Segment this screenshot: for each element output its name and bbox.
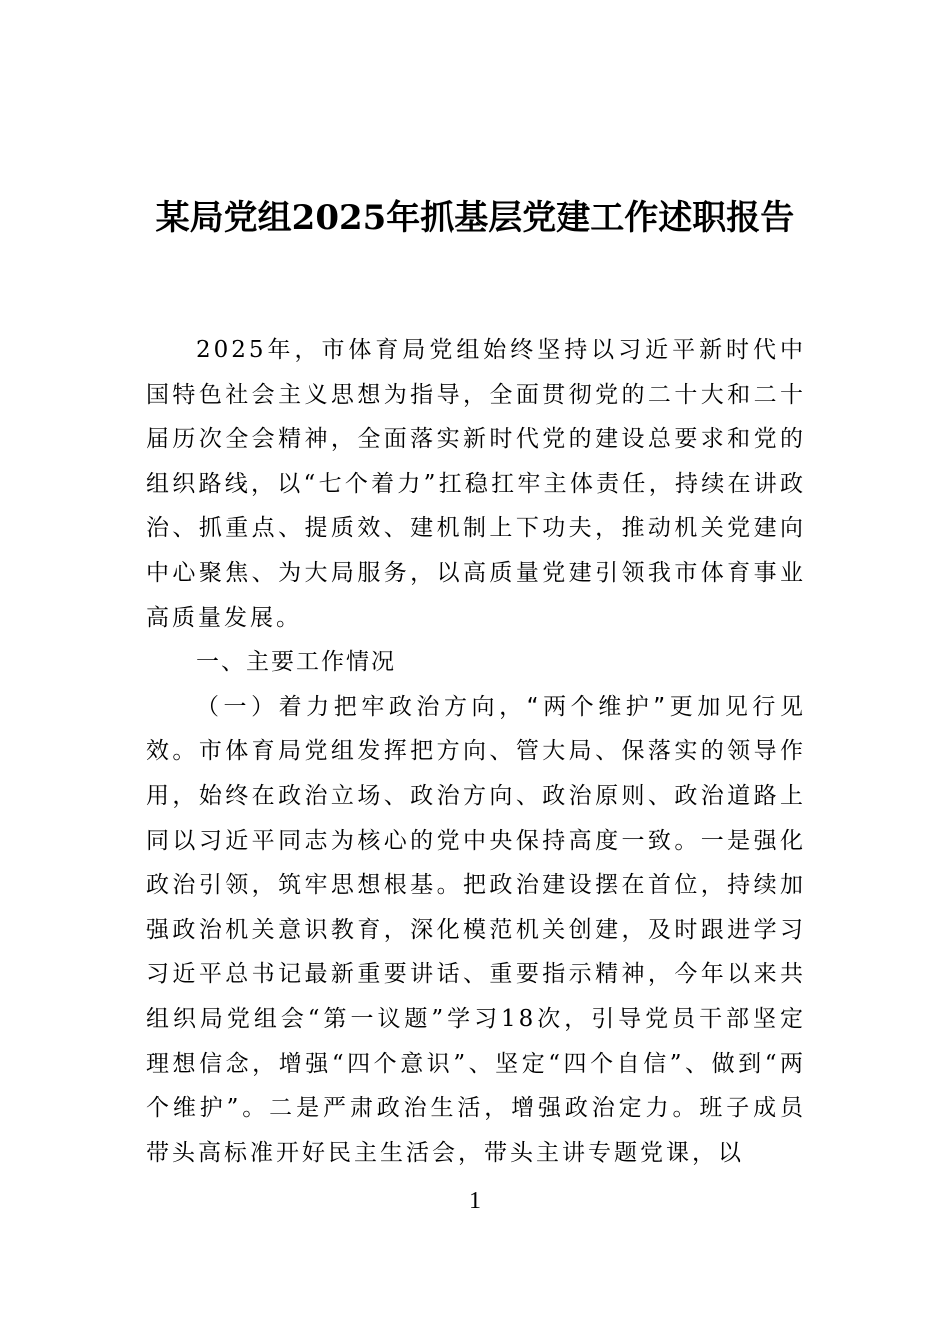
page-number: 1 <box>469 1188 481 1214</box>
subsection-paragraph <box>146 685 806 1176</box>
document-body <box>146 328 806 1175</box>
document-title: 某局党组2025年抓基层党建工作述职报告 <box>155 198 795 238</box>
section-heading: 一、主要工作情况 <box>196 649 396 676</box>
intro-paragraph: 2025年，市体育局党组始终坚持以习近平新时代中国特色社会主义思想为指导，全面贯彻党的二十大和二十届历次全会精神，全面落实新时代党的建设总要求和党的组织路线，以“七个着力”扛稳扛牢主体责任，持续在讲政治、抓重点、提质效、建机制上下功夫，推动机关党建向中心聚焦、为大局服务，以高质量党建引领我市体育事业高质量发展。 <box>146 337 806 631</box>
subsection-body: 市体育局党组发挥把方向、管大局、保落实的领导作用，始终在政治立场、政治方向、政治原则、政治道路上同以习近平同志为核心的党中央保持高度一致。一是强化政治引领，筑牢思想根基。把政治建设摆在首位，持续加强政治机关意识教育，深化模范机关创建，及时跟进学习习近平总书记最新重要讲话、重要指示精神，今年以来共组织局党组会“第一议题”学习18次，引导党员干部坚定理想信念，增强“四个意识”、坚定“四个自信”、做到“两个维护”。二是严肃政治生活，增强政治定力。班子成员带头高标准开好民主生活会，带头主讲专题党课，以 <box>146 738 807 1166</box>
subsection-heading: （一）着力把牢政治方向，“两个维护”更加见行见效。 <box>146 693 806 765</box>
